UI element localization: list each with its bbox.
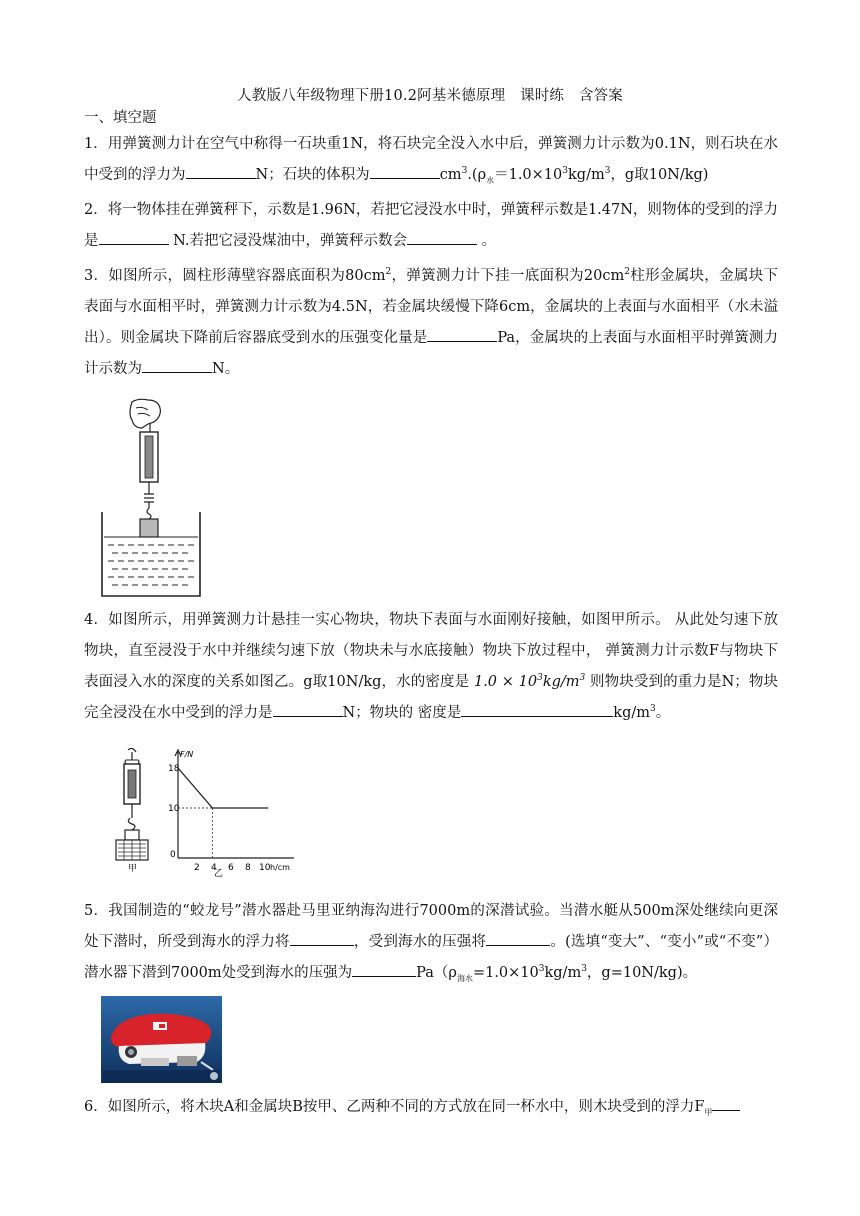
q1-density-unit: kg/m [568,167,605,183]
q4-text: 4．如图所示，用弹簧测力计悬挂一实心物块，物块下表面与水面刚好接触，如图甲所示。 从此处匀速下放物块，直至浸没于水中并继续匀速下放（物块未与水底接触）物块下放过程中， 弹簧测力计示数F与物块下表面浸入水的深度的关系如图乙。g取10N/kg，水的密度是 [84,612,778,690]
q3-text: 3．如图所示，圆柱形薄壁容器底面积为80cm [84,268,386,284]
x-tick-10: 10 [259,863,271,873]
q5-text-d: Pa（ρ [416,965,457,981]
q1-g: ，g取10N/kg) [610,167,709,183]
series-line [178,768,268,808]
q1-rho: .(ρ [467,167,487,183]
q3-sup-1: 2 [385,267,392,278]
question-6 [84,1092,778,1123]
q3-text-c: 柱形金属块，金属块下表面与水面相平时，弹簧测力计示数为4.5N，若金属块缓慢下降6cm，金属块的上表面与水面相平（水未溢出）。则金属块下降前后容器底受到水的压强变化量是 [84,268,779,346]
question-1 [84,129,778,191]
q5-text: 5．我国制造的“蛟龙号”潜水器赴马里亚纳海沟进行7000m的深潜试验。当潜水艇从500m深处继续向更深处下潜时，所受到海水的浮力将 [84,903,778,950]
q4-text-c: N；物块完全浸没在水中受到的浮力是 [84,674,779,721]
q6-blank-1[interactable] [712,1095,740,1111]
q2-text-b: N.若把它浸没煤油中，弹簧秤示数会 [168,233,407,249]
q2-blank-2[interactable] [407,229,477,245]
q1-unit: cm [439,167,462,183]
question-5 [84,896,778,989]
hand-icon [130,399,160,428]
q4-text-b: 则物块受到的重力是 [585,674,722,690]
q5-blank-2[interactable] [486,930,550,946]
q3-text-b: ，弹簧测力计下挂一底面积为20cm [391,268,625,284]
block [125,830,139,840]
q1-blank-1[interactable] [186,163,256,179]
q2-blank-1[interactable] [99,229,169,245]
q1-blank-2[interactable] [370,163,440,179]
x-tick-2: 2 [194,863,200,873]
question-4 [84,605,778,729]
q2-text: 2．将一物体挂在弹簧秤下，示数是1.96N，若把它浸没水中时，弹簧秤示数是1.47N，则物体的受到的浮力是 [84,202,778,249]
label-yi: 乙 [214,869,224,878]
q5-sub: 海水 [456,973,473,983]
x-axis-unit: h/cm [270,863,290,872]
q6-text: 6．如图所示，将木块A和金属块B按甲、乙两种不同的方式放在同一杯水中，则木块受到的浮力F [84,1099,705,1115]
q3-blank-1[interactable] [427,326,497,342]
y-tick-0: 0 [170,850,176,860]
q1-text-b: N；石块的体积为 [255,167,370,183]
q2-end: 。 [476,233,497,249]
q3-spring-scale-figure [98,398,204,598]
q6-sub: 甲 [704,1107,713,1117]
watermark-icon [210,1072,218,1080]
q1-sup-2: 3 [562,166,568,177]
q5-density: =1.0×10 [472,965,539,981]
q5-sup-2: 3 [581,964,587,975]
q1-sup: 3 [461,166,468,177]
q1-text: 1．用弹簧测力计在空气中称得一石块重1N，将石块完全没入水中后，弹簧测力计示数为0.1N，则石块在水中受到的浮力为 [84,136,778,183]
y-axis-label: F/N [180,750,194,759]
y-tick-10: 10 [168,804,180,814]
q4-graph-yi [166,748,300,878]
q1-sup-3: 3 [604,166,611,177]
q3-text-d: Pa，金属块的上表面与水面相平时弹簧测力计示数为 [84,330,779,377]
q1-sub: 水 [486,175,495,185]
q3-blank-2[interactable] [142,357,212,373]
q4-math-unit-sup: 3 [579,673,586,684]
document-title: 人教版八年级物理下册10.2阿基米德原理 课时练 含答案 [237,88,623,104]
q4-figure-jia [106,748,162,872]
section-heading: 一、填空题 [84,110,157,126]
water-lines [108,545,194,585]
q5-end: ，g=10N/kg)。 [586,965,698,981]
question-3 [84,261,778,385]
q4-blank-3[interactable] [461,701,613,717]
submersible-photo [101,996,222,1083]
y-tick-18: 18 [168,764,180,774]
q4-unit: kg/m [613,705,650,721]
q5-sup-1: 3 [538,964,545,975]
x-tick-6: 6 [228,863,234,873]
q4-math: 1.0 × 10 [473,674,538,690]
q4-end: 。 [655,705,671,721]
metal-block [140,519,158,537]
q5-density-unit: kg/m [544,965,582,981]
x-tick-4: 4 [211,863,217,873]
x-tick-8: 8 [245,863,251,873]
q5-blank-1[interactable] [290,930,354,946]
q4-blank-2[interactable] [273,701,343,717]
question-2 [84,195,778,257]
q4-unit-sup: 3 [650,704,656,715]
label-jia: 甲 [128,864,138,872]
q5-text-b: ，受到海水的压强将 [353,934,487,950]
q4-text-d: N；物块的 密度是 [342,705,462,721]
q4-math-sup: 3 [537,673,543,684]
q4-math-unit: kg/m [542,674,580,690]
q5-blank-3[interactable] [352,961,416,977]
q5-text-c: 。(选填“变大”、“变小”或“不变”）潜水器下潜到7000m处受到海水的压强为 [84,934,779,981]
q3-end: N。 [212,361,240,377]
q1-density: ＝1.0×10 [494,167,563,183]
q3-sup-2: 2 [624,267,630,278]
